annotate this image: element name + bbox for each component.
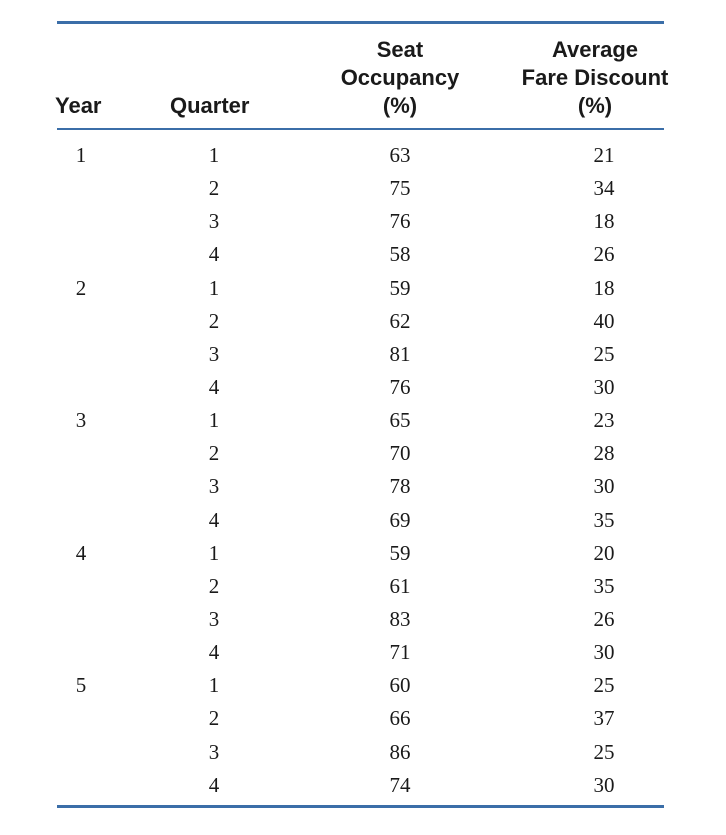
header-year bbox=[55, 92, 102, 120]
table-row bbox=[0, 139, 726, 172]
cell-fare-discount: 37 bbox=[593, 706, 615, 731]
cell-seat-occupancy: 66 bbox=[389, 706, 411, 731]
header-seat-line-2: Occupancy bbox=[340, 65, 460, 90]
table-row bbox=[0, 769, 726, 802]
cell-fare-discount: 34 bbox=[593, 176, 615, 201]
cell-seat-occupancy: 59 bbox=[389, 540, 411, 565]
cell-seat-occupancy: 63 bbox=[389, 143, 411, 167]
table-top-rule bbox=[57, 21, 664, 24]
table-row bbox=[0, 636, 726, 669]
cell-seat-occupancy: 58 bbox=[389, 242, 411, 267]
cell-year: 2 bbox=[75, 275, 87, 300]
table-row bbox=[0, 371, 726, 404]
cell-fare-discount: 30 bbox=[593, 772, 615, 797]
table-body bbox=[0, 139, 726, 802]
table-row bbox=[0, 603, 726, 636]
table-row bbox=[0, 702, 726, 735]
cell-quarter: 1 bbox=[208, 673, 220, 698]
table-row bbox=[0, 404, 726, 437]
table-bottom-rule bbox=[57, 805, 664, 808]
cell-fare-discount: 18 bbox=[593, 209, 615, 234]
cell-year: 3 bbox=[75, 408, 87, 433]
cell-quarter: 3 bbox=[208, 739, 220, 764]
cell-quarter: 4 bbox=[208, 242, 220, 267]
header-quarter bbox=[170, 92, 249, 120]
cell-seat-occupancy: 69 bbox=[389, 507, 411, 532]
cell-quarter: 4 bbox=[208, 374, 220, 399]
table-row bbox=[0, 570, 726, 603]
header-year-label: Year bbox=[55, 93, 102, 118]
cell-seat-occupancy: 65 bbox=[389, 408, 411, 433]
cell-fare-discount: 26 bbox=[593, 242, 615, 267]
header-rule bbox=[57, 128, 664, 130]
cell-quarter: 1 bbox=[208, 143, 220, 167]
cell-quarter: 3 bbox=[208, 606, 220, 631]
cell-fare-discount: 18 bbox=[593, 275, 615, 300]
table-row bbox=[0, 437, 726, 470]
header-fare-line-2: Fare Discount bbox=[521, 65, 669, 90]
cell-fare-discount: 20 bbox=[593, 540, 615, 565]
cell-fare-discount: 23 bbox=[593, 408, 615, 433]
cell-quarter: 1 bbox=[208, 275, 220, 300]
cell-fare-discount: 21 bbox=[593, 143, 615, 167]
cell-seat-occupancy: 83 bbox=[389, 606, 411, 631]
table-row bbox=[0, 470, 726, 503]
table-row bbox=[0, 736, 726, 769]
cell-fare-discount: 25 bbox=[593, 673, 615, 698]
cell-quarter: 2 bbox=[208, 176, 220, 201]
cell-fare-discount: 28 bbox=[593, 441, 615, 466]
header-seat-line-1: Seat bbox=[376, 37, 424, 62]
table-row bbox=[0, 537, 726, 570]
header-seat-occupancy bbox=[325, 36, 475, 120]
table-row bbox=[0, 205, 726, 238]
cell-seat-occupancy: 81 bbox=[389, 341, 411, 366]
cell-seat-occupancy: 71 bbox=[389, 640, 411, 665]
header-fare-line-1: Average bbox=[551, 37, 638, 62]
cell-seat-occupancy: 78 bbox=[389, 474, 411, 499]
table-row bbox=[0, 238, 726, 271]
cell-seat-occupancy: 75 bbox=[389, 176, 411, 201]
table-row bbox=[0, 305, 726, 338]
cell-fare-discount: 26 bbox=[593, 606, 615, 631]
cell-seat-occupancy: 76 bbox=[389, 374, 411, 399]
table-row bbox=[0, 504, 726, 537]
header-fare-discount bbox=[510, 36, 680, 120]
cell-quarter: 2 bbox=[208, 441, 220, 466]
cell-seat-occupancy: 60 bbox=[389, 673, 411, 698]
cell-fare-discount: 30 bbox=[593, 640, 615, 665]
cell-year: 4 bbox=[75, 540, 87, 565]
cell-seat-occupancy: 76 bbox=[389, 209, 411, 234]
header-quarter-label: Quarter bbox=[170, 93, 250, 118]
table-row bbox=[0, 338, 726, 371]
cell-quarter: 1 bbox=[208, 540, 220, 565]
cell-fare-discount: 30 bbox=[593, 374, 615, 399]
cell-year: 5 bbox=[75, 673, 87, 698]
cell-quarter: 3 bbox=[208, 209, 220, 234]
cell-seat-occupancy: 70 bbox=[389, 441, 411, 466]
cell-quarter: 4 bbox=[208, 507, 220, 532]
cell-quarter: 2 bbox=[208, 706, 220, 731]
cell-fare-discount: 40 bbox=[593, 308, 615, 333]
cell-fare-discount: 35 bbox=[593, 507, 615, 532]
cell-fare-discount: 25 bbox=[593, 341, 615, 366]
cell-quarter: 4 bbox=[208, 772, 220, 797]
cell-seat-occupancy: 59 bbox=[389, 275, 411, 300]
header-seat-line-3: (%) bbox=[382, 93, 418, 118]
cell-fare-discount: 30 bbox=[593, 474, 615, 499]
cell-seat-occupancy: 86 bbox=[389, 739, 411, 764]
cell-fare-discount: 25 bbox=[593, 739, 615, 764]
cell-quarter: 3 bbox=[208, 341, 220, 366]
table-row bbox=[0, 669, 726, 702]
cell-quarter: 4 bbox=[208, 640, 220, 665]
cell-seat-occupancy: 62 bbox=[389, 308, 411, 333]
cell-quarter: 1 bbox=[208, 408, 220, 433]
table-row bbox=[0, 172, 726, 205]
cell-quarter: 3 bbox=[208, 474, 220, 499]
table-row bbox=[0, 272, 726, 305]
header-fare-line-3: (%) bbox=[577, 93, 613, 118]
cell-quarter: 2 bbox=[208, 573, 220, 598]
cell-quarter: 2 bbox=[208, 308, 220, 333]
cell-fare-discount: 35 bbox=[593, 573, 615, 598]
cell-seat-occupancy: 61 bbox=[389, 573, 411, 598]
cell-seat-occupancy: 74 bbox=[389, 772, 411, 797]
cell-year: 1 bbox=[75, 143, 87, 167]
